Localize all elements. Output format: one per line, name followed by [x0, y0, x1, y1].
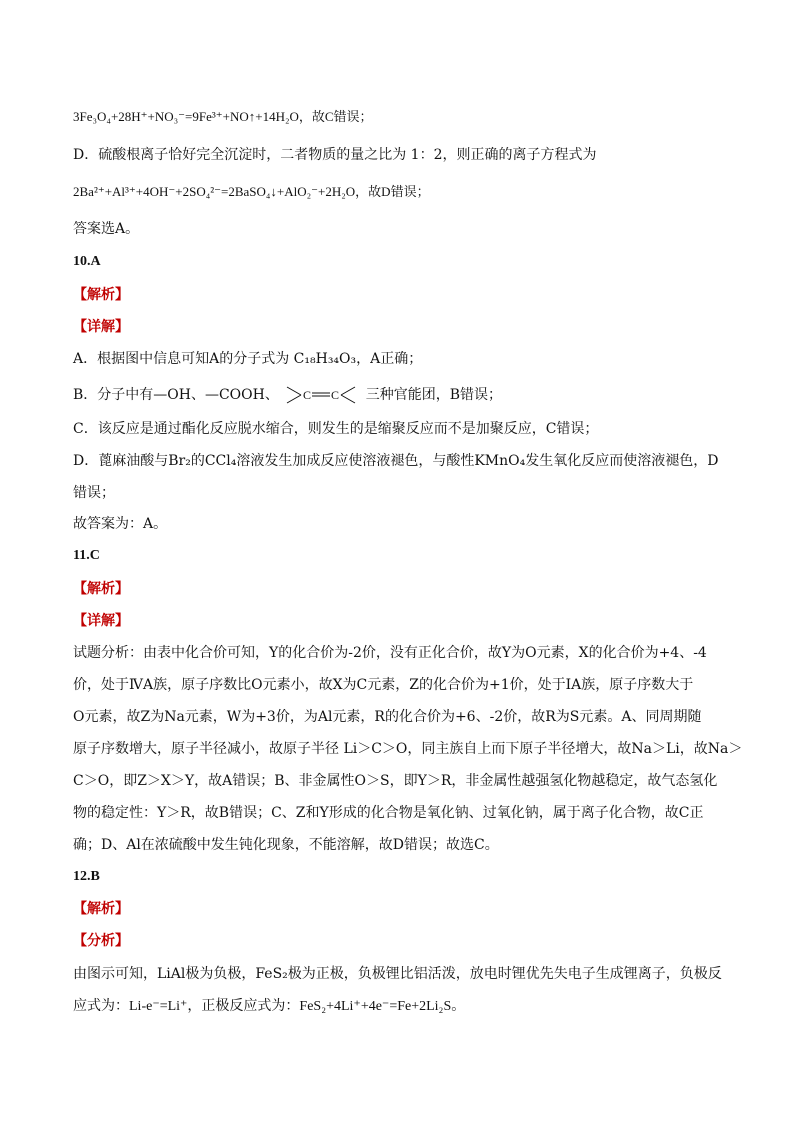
q11-jiexi-tag: 【解析】 — [73, 581, 129, 597]
q10-answer: 故答案为：A。 — [73, 516, 168, 532]
svg-text:C: C — [331, 388, 340, 402]
q11-paragraph-line5: C＞O，即Z＞X＞Y，故A错误；B、非金属性O＞S，即Y＞R，非金属性越强氢化物越稳定，故气态氢化 — [73, 773, 718, 789]
q10-option-b — [73, 384, 502, 406]
q10-option-d-line1: D．蓖麻油酸与Br₂的CCl₄溶液发生加成反应使溶液褪色，与酸性KMnO₄发生氧化反应而使溶液褪色，D — [73, 453, 719, 469]
answer-9: 答案选A。 — [73, 221, 140, 237]
q12-jiexi-tag: 【解析】 — [73, 901, 129, 917]
q11-paragraph-line6: 物的稳定性：Y＞R，故B错误；C、Z和Y形成的化合物是氧化钠、过氧化钠，属于离子化合物，故C正 — [73, 805, 704, 821]
q12-paragraph-line1: 由图示可知，LiAl极为负极，FeS₂极为正极，负极锂比铝活泼，放电时锂优先失电子生成锂离子，负极反 — [73, 966, 722, 982]
equation-line-2: 2Ba²⁺+Al³⁺+4OH⁻+2SO₄²⁻=2BaSO₄↓+AlO₂⁻+2H₂O，故D错误； — [73, 184, 430, 199]
option-d-text: D．硫酸根离子恰好完全沉淀时，二者物质的量之比为 1：2，则正确的离子方程式为 — [73, 147, 597, 163]
equation-line-1: 3Fe₃O₄+28H⁺+NO₃⁻=9Fe³⁺+NO↑+14H₂O，故C错误； — [73, 109, 373, 124]
q11-xiangjie-tag: 【详解】 — [73, 613, 129, 629]
q10-option-b-prefix: B．分子中有—OH、—COOH、 — [73, 387, 279, 403]
q11-paragraph-line4: 原子序数增大，原子半径减小，故原子半径 Li＞C＞O，同主族自上而下原子半径增大，故Na＞Li，故Na＞ — [73, 741, 743, 757]
q12-fenxi-tag: 【分析】 — [73, 933, 129, 949]
q10-option-b-suffix: 三种官能团，B错误； — [365, 387, 503, 403]
alkene-double-bond-icon — [283, 384, 361, 406]
q10-option-d-line2: 错误； — [73, 485, 115, 501]
q11-paragraph-line3: O元素，故Z为Na元素，W为+3价，为Al元素，R的化合价为+6、-2价，故R为S元素。A、同周期随 — [73, 709, 702, 725]
q10-option-c: C．该反应是通过酯化反应脱水缩合，则发生的是缩聚反应而不是加聚反应，C错误； — [73, 421, 599, 437]
question-11-heading: 11.C — [73, 548, 100, 563]
q10-xiangjie-tag: 【详解】 — [73, 319, 129, 335]
svg-text:C: C — [303, 388, 312, 402]
q11-paragraph-line1: 试题分析：由表中化合价可知，Y的化合价为-2价，没有正化合价，故Y为O元素，X的化合价为+4、-4 — [73, 645, 707, 661]
q11-paragraph-line2: 价，处于ⅣA族，原子序数比O元素小，故X为C元素，Z的化合价为+1价，处于ⅠA族，原子序数大于 — [73, 677, 694, 693]
q10-jiexi-tag: 【解析】 — [73, 287, 129, 303]
q11-paragraph-line7: 确；D、Al在浓硫酸中发生钝化现象，不能溶解，故D错误；故选C。 — [73, 837, 499, 853]
q12-paragraph-line2: 应式为：Li-e⁻=Li⁺，正极反应式为：FeS₂+4Li⁺+4e⁻=Fe+2Li₂S。 — [73, 999, 466, 1014]
question-12-heading: 12.B — [73, 869, 100, 884]
question-10-heading: 10.A — [73, 254, 101, 269]
q10-option-a: A．根据图中信息可知A的分子式为 C₁₈H₃₄O₃，A正确； — [73, 351, 423, 367]
